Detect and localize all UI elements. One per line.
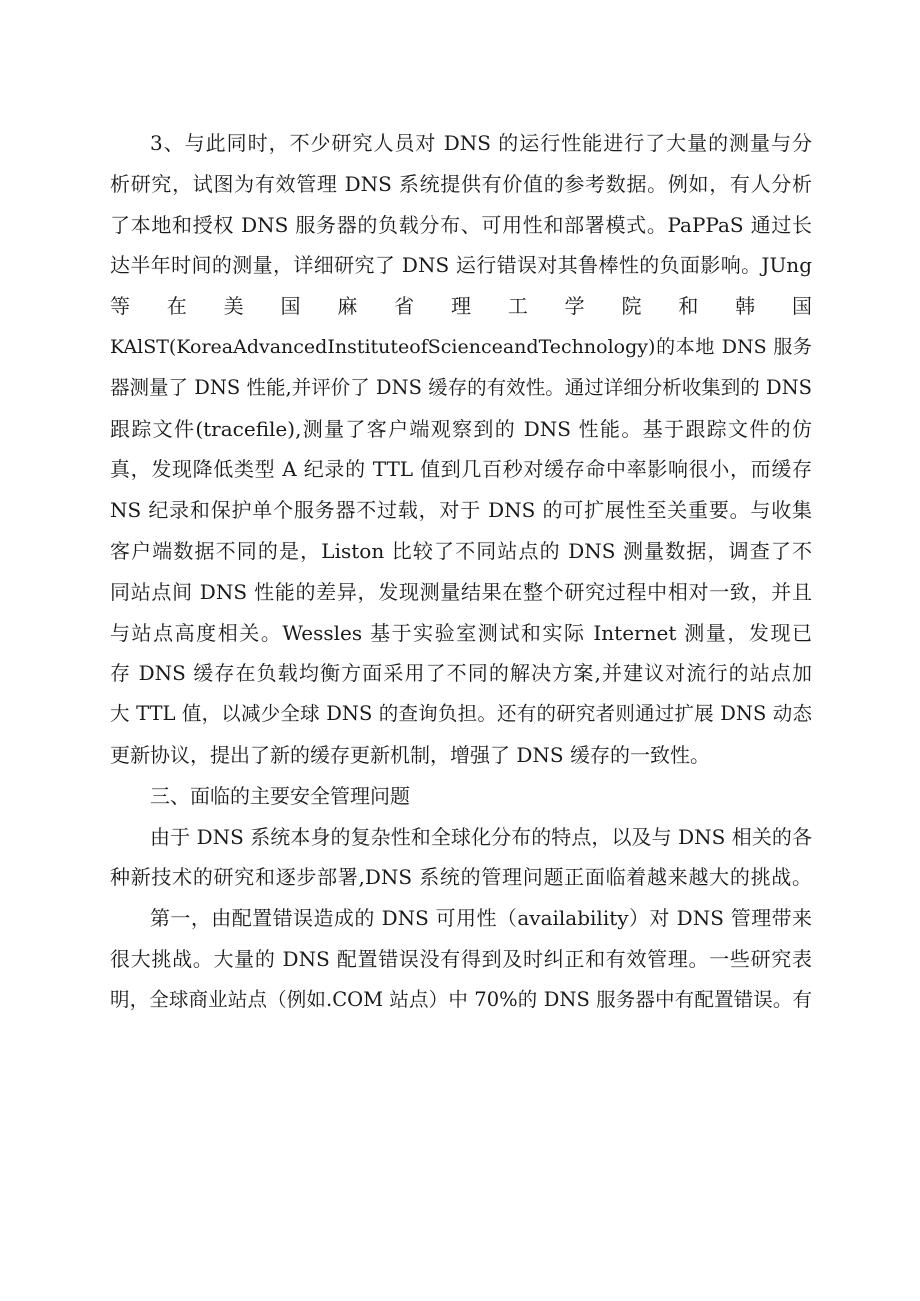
text-line: 与站点高度相关。Wessles 基于实验室测试和实际 Internet 测量，发现已 xyxy=(110,620,812,645)
text-line: 由于 DNS 系统本身的复杂性和全球化分布的特点，以及与 DNS 相关的各 xyxy=(150,824,812,849)
text-line: KAlST(KoreaAdvancedInstituteofScienceandTechnology)的本地 DNS 服务 xyxy=(110,335,812,358)
text-line: 器测量了 DNS 性能,并评价了 DNS 缓存的有效性。通过详细分析收集到的 DNS xyxy=(110,375,812,399)
text-line: 达半年时间的测量，详细研究了 DNS 运行错误对其鲁棒性的负面影响。JUng xyxy=(110,253,812,278)
paragraph-management-challenges xyxy=(110,817,812,899)
text-line: 等 在 美 国 麻 省 理 工 学 院 和 韩 国 xyxy=(110,294,812,319)
text-line: 大 TTL 值，以减少全球 DNS 的查询负担。还有的研究者则通过扩展 DNS 动态 xyxy=(110,702,812,726)
document-body xyxy=(110,123,812,1021)
paragraph-dns-measurement xyxy=(110,123,812,776)
text-line: 同站点间 DNS 性能的差异，发现测量结果在整个研究过程中相对一致，并且 xyxy=(110,579,812,604)
text-line: 存 DNS 缓存在负载均衡方面采用了不同的解决方案,并建议对流行的站点加 xyxy=(110,661,812,686)
text-line: 真，发现降低类型 A 纪录的 TTL 值到几百秒对缓存命中率影响很小，而缓存 xyxy=(110,457,812,482)
text-line: 明，全球商业站点（例如.COM 站点）中 70%的 DNS 服务器中有配置错误。有 xyxy=(110,987,812,1011)
text-line: 第一，由配置错误造成的 DNS 可用性（availability）对 DNS 管理带来 xyxy=(150,906,812,931)
section-heading: 三、面临的主要安全管理问题 xyxy=(150,783,410,808)
paragraph-configuration-errors xyxy=(110,898,812,1020)
text-line: 3、与此同时，不少研究人员对 DNS 的运行性能进行了大量的测量与分 xyxy=(150,131,812,155)
text-line: 析研究，试图为有效管理 DNS 系统提供有价值的参考数据。例如，有人分析 xyxy=(110,171,812,196)
text-line: 种新技术的研究和逐步部署,DNS 系统的管理问题正面临着越来越大的挑战。 xyxy=(110,865,812,890)
text-line: 更新协议，提出了新的缓存更新机制，增强了 DNS 缓存的一致性。 xyxy=(110,742,710,767)
text-line: NS 纪录和保护单个服务器不过载，对于 DNS 的可扩展性至关重要。与收集 xyxy=(110,498,812,523)
text-line: 客户端数据不同的是，Liston 比较了不同站点的 DNS 测量数据，调查了不 xyxy=(110,538,812,563)
text-line: 了本地和授权 DNS 服务器的负载分布、可用性和部署模式。PaPPaS 通过长 xyxy=(110,212,812,237)
text-line: 很大挑战。大量的 DNS 配置错误没有得到及时纠正和有效管理。一些研究表 xyxy=(110,946,812,971)
text-line: 跟踪文件(tracefile),测量了客户端观察到的 DNS 性能。基于跟踪文件的仿 xyxy=(110,416,812,441)
